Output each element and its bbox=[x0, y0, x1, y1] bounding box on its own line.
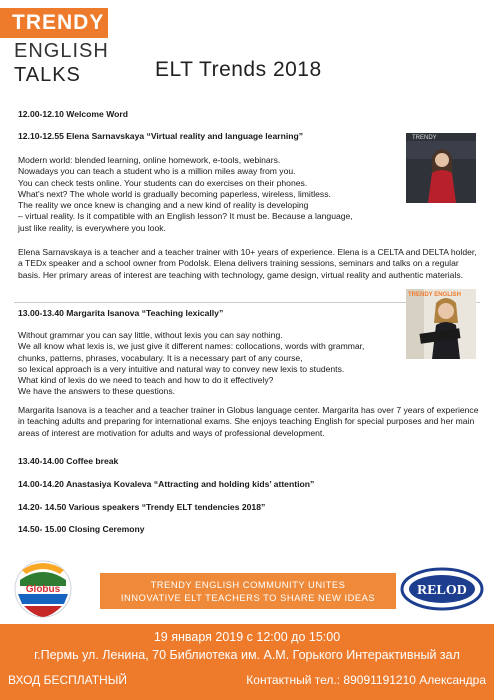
event-date: 19 января 2019 с 12:00 до 15:00 bbox=[153, 630, 341, 644]
event-address: г.Пермь ул. Ленина, 70 Библиотека им. А.М. Горького Интерактивный зал bbox=[34, 648, 460, 662]
logo-english-text: ENGLISH bbox=[14, 40, 109, 62]
footer-banner bbox=[0, 624, 494, 700]
relod-logo bbox=[400, 567, 484, 611]
logo-trendy-text: TRENDY bbox=[0, 8, 108, 38]
speaker-photo-sarnavskaya: TRENDY bbox=[406, 133, 476, 203]
program-item-closing: 14.50- 15.00 Closing Ceremony bbox=[18, 524, 145, 534]
slogan-line-2: INNOVATIVE ELT TEACHERS TO SHARE NEW IDEAS bbox=[120, 592, 376, 603]
svg-text:Globus: Globus bbox=[25, 584, 61, 595]
program-item-coffee-break: 13.40-14.00 Coffee break bbox=[18, 456, 119, 466]
program-item-welcome: 12.00-12.10 Welcome Word bbox=[18, 109, 129, 119]
svg-text:RELOD: RELOD bbox=[417, 583, 467, 598]
program-item-kovaleva: 14.00-14.20 Anastasiya Kovaleva “Attracting and holding kids’ attention” bbox=[18, 479, 315, 489]
speaker-photo-isanova: TRENDY ENGLISH bbox=[406, 289, 476, 359]
sarnavskaya-description: Modern world: blended learning, online homework, e-tools, webinars. Nowadays you can teach a student who is a million miles away from you. You can check tests online. Your students can do exercises on their phones. What's next? The whole world is gradually becoming paperless, wireless, limitless. The reality we once knew is changing and a new kind of reality is developing – virtual reality. Is it compatible with an English lesson? It must be. Because a language, just like reality, is everywhere you look. bbox=[18, 155, 353, 233]
program-item-sarnavskaya: 12.10-12.55 Elena Sarnavskaya “Virtual reality and language learning” bbox=[18, 131, 304, 141]
program-item-various-speakers: 14.20- 14.50 Various speakers “Trendy ELT tendencies 2018” bbox=[18, 502, 266, 512]
page-title: ELT Trends 2018 bbox=[155, 58, 322, 81]
sarnavskaya-bio: Elena Sarnavskaya is a teacher and a teacher trainer with 10+ years of experience. Elena is a CELTA and DELTA holder, a TEDx speaker and a school owner from Podolsk. Elena delivers training sessions, seminars and talks on a regular basis. Her primary areas of interest are teaching with technology, game design, virtual reality and authentic materials. bbox=[18, 247, 477, 280]
isanova-bio: Margarita Isanova is a teacher and a teacher trainer in Globus language center. Margarita has over 7 years of experience in teaching adults and preparing for international exams. She enjoys teaching English for special purposes and her main areas of interest are motivation for adults and ways of professional development. bbox=[18, 405, 479, 438]
community-slogan-banner bbox=[100, 573, 396, 609]
globus-logo bbox=[12, 558, 74, 620]
slogan-line-1: TRENDY ENGLISH COMMUNITY UNITES bbox=[150, 579, 346, 590]
free-entry-label: ВХОД БЕСПЛАТНЫЙ bbox=[8, 673, 127, 687]
program-item-isanova: 13.00-13.40 Margarita Isanova “Teaching lexically” bbox=[18, 308, 224, 318]
isanova-description: Without grammar you can say little, without lexis you can say nothing. We all know what lexis is, we just give it different names: collocations, words with grammar, chunks, patterns, phrases, vocabulary. It is a necessary part of any course, so lexical approach is a very intuitive and natural way to convey new lexis to students. What kind of lexis do we need to teach and how to do it effectively? We have the answers to these questions. bbox=[18, 330, 365, 397]
trendy-english-talks-logo bbox=[0, 0, 150, 90]
logo-talks-text: TALKS bbox=[14, 64, 81, 86]
contact-phone: Контактный тел.: 89091191210 Александра bbox=[246, 673, 486, 687]
